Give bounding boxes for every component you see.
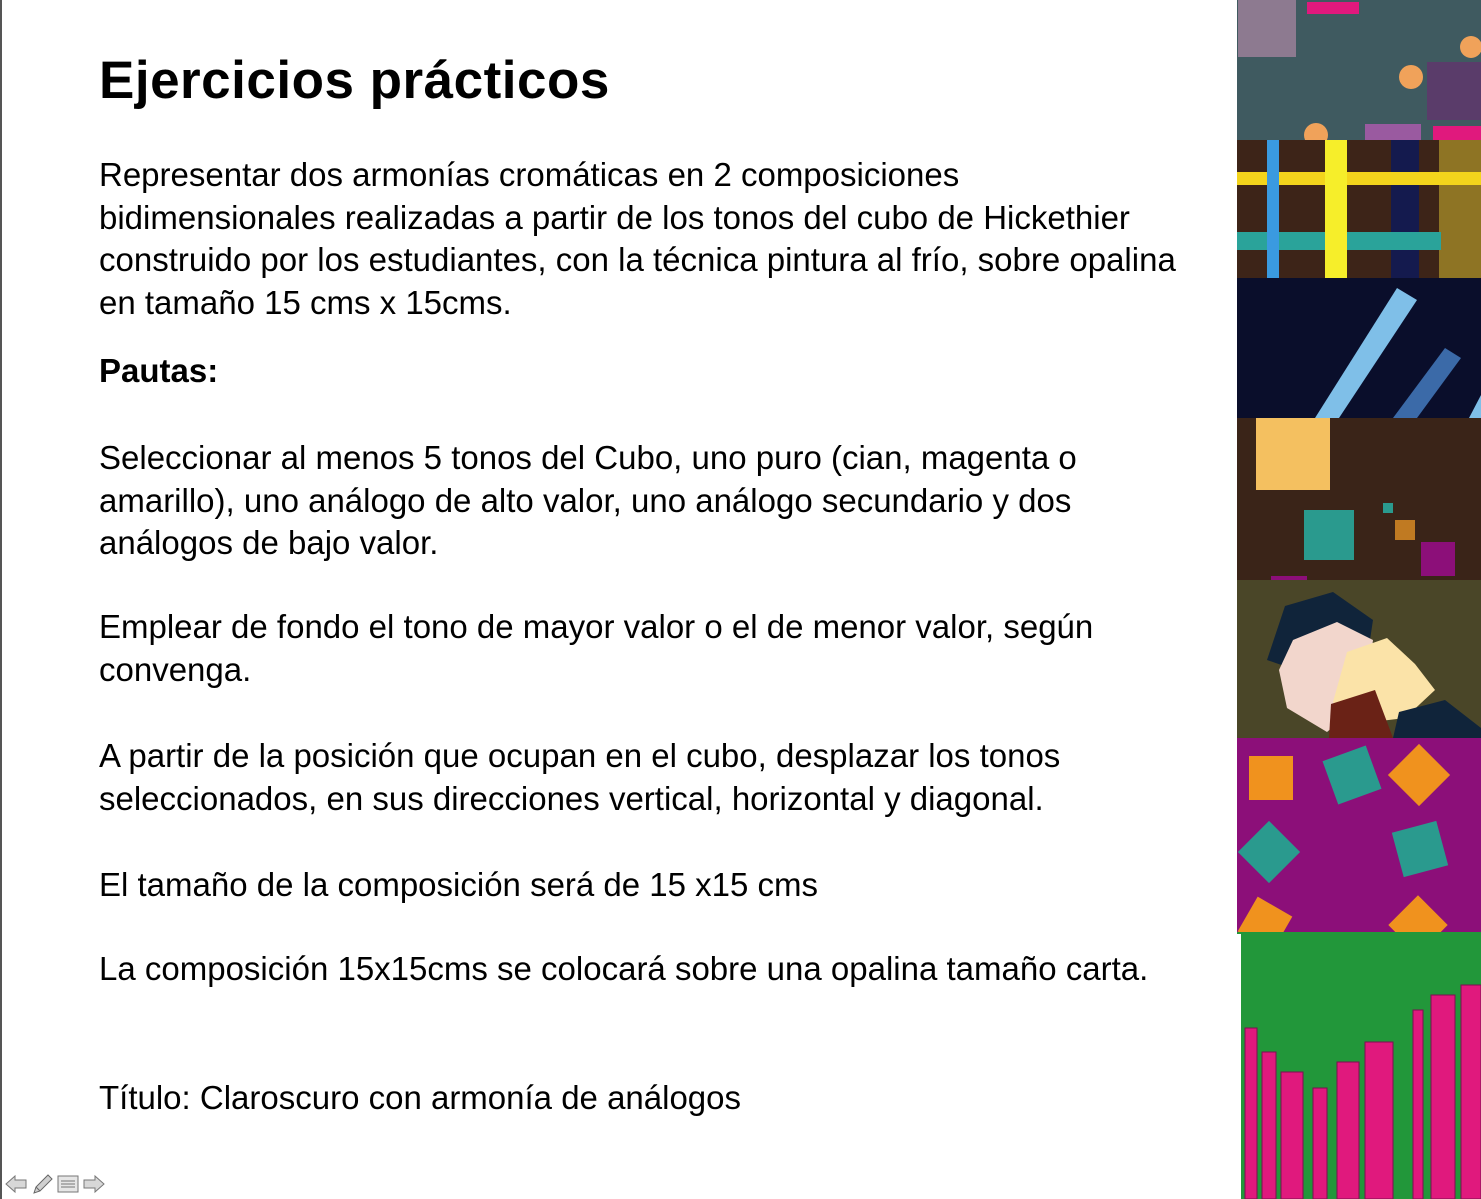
squares-panel	[1237, 418, 1481, 580]
pauta-item: A partir de la posición que ocupan en el cubo, desplazar los tonos seleccionados, en sus direcciones vertical, horizontal y diagonal.	[99, 737, 1061, 817]
pautas-heading: Pautas:	[99, 352, 219, 389]
plaid-stripes-panel	[1237, 140, 1481, 278]
geometric-circles-panel	[1237, 0, 1481, 147]
composition-images	[1237, 0, 1481, 1199]
pen-icon[interactable]	[30, 1173, 54, 1195]
pauta-item: Emplear de fondo el tono de mayor valor o el de menor valor, según convenga.	[99, 608, 1094, 688]
slide-nav-toolbar	[4, 1172, 106, 1196]
intro-paragraph: Representar dos armonías cromáticas en 2 composiciones bidimensionales realizadas a partir de los tonos del cubo de Hickethier construido por los estudiantes, con la técnica pintura al frío, sobre opalina en tamaño 15 cms x 15cms.	[99, 156, 1176, 321]
arrow-left-icon[interactable]	[4, 1173, 28, 1195]
pauta-item: El tamaño de la composición será de 15 x15 cms	[99, 866, 819, 903]
arrow-right-icon[interactable]	[82, 1173, 106, 1195]
menu-icon[interactable]	[56, 1173, 80, 1195]
window-left-border	[0, 0, 2, 1199]
diamonds-panel	[1237, 738, 1481, 955]
pauta-item: Título: Claroscuro con armonía de análogos	[99, 1079, 742, 1116]
slide-title: Ejercicios prácticos	[99, 51, 610, 110]
diagonal-lines-panel	[1237, 278, 1481, 418]
pauta-item: Seleccionar al menos 5 tonos del Cubo, uno puro (cian, magenta o amarillo), uno análogo de alto valor, uno análogo secundario y dos análogos de bajo valor.	[99, 439, 1077, 561]
bars-panel	[1237, 934, 1481, 1199]
pauta-item: La composición 15x15cms se colocará sobre una opalina tamaño carta.	[99, 950, 1149, 987]
composition-image-strip	[1237, 0, 1481, 1199]
hexagon-shapes-panel	[1237, 580, 1481, 738]
